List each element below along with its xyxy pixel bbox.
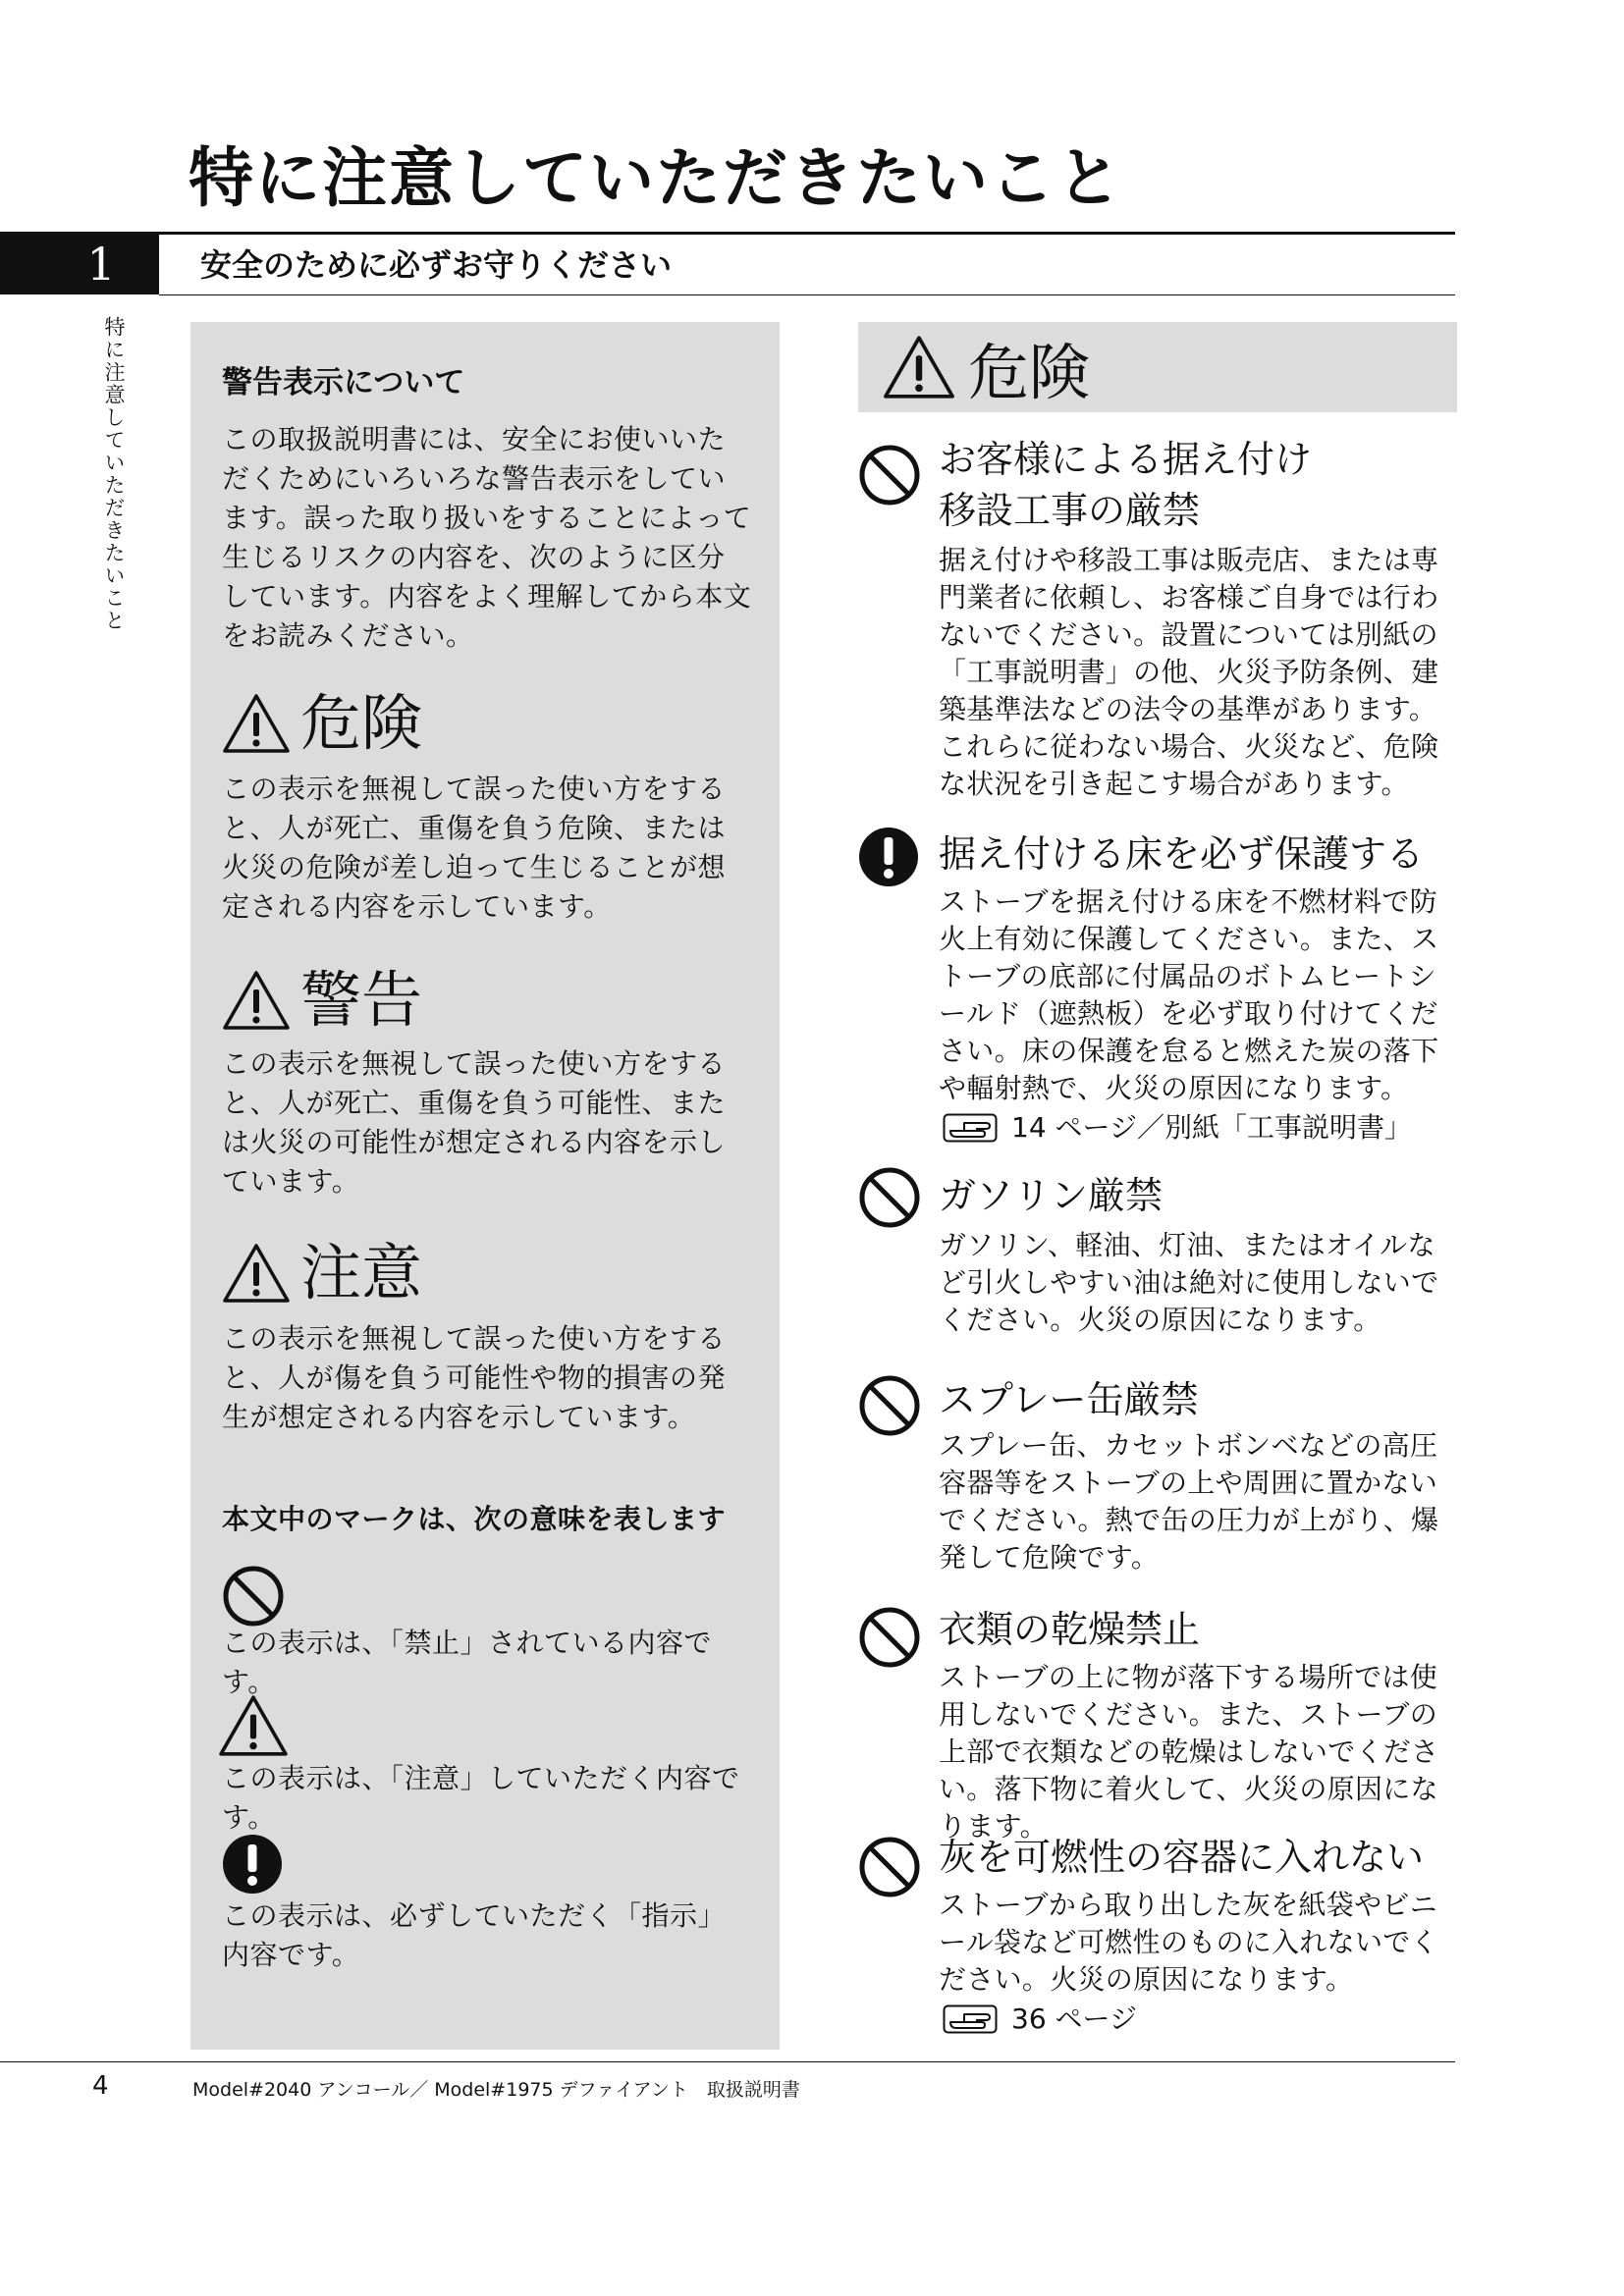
item-body: ガソリン、軽油、灯油、またはオイルなど引火しやすい油は絶対に使用しないでください。火災の原因になります。: [939, 1229, 1439, 1336]
item-body: スプレー缶、カセットボンベなどの高圧容器等をストーブの上や周囲に置かないでください。熱で缶の圧力が上がり、爆発して危険です。: [939, 1429, 1439, 1574]
pointing-hand-icon: [943, 2004, 998, 2034]
mark-caution-text: この表示は、「注意」していただく内容です。: [222, 1762, 740, 1834]
item-title: 衣類の乾燥禁止: [939, 1608, 1201, 1651]
prohibition-icon: [858, 1606, 921, 1669]
prohibition-icon: [858, 1836, 921, 1898]
mark-prohibition-text: この表示は、「禁止」されている内容です。: [222, 1627, 713, 1698]
prohibition-icon: [858, 1374, 921, 1437]
item-title: 据え付ける床を必ず保護する: [939, 832, 1425, 876]
page-number: 4: [92, 2071, 109, 2101]
level-label: 警告: [300, 964, 423, 1036]
item-body: ストーブを据え付ける床を不燃材料で防火上有効に保護してください。また、ストーブの底部に付属品のボトムヒートシールド（遮熱板）を必ず取り付けてください。床の保護を怠ると燃えた炭の落下や輻射熱で、火災の原因になります。: [939, 885, 1439, 1104]
item-title: お客様による据え付け: [939, 438, 1313, 481]
warning-triangle-icon: [222, 693, 291, 754]
marks-heading: 本文中のマークは、次の意味を表します: [222, 1503, 727, 1535]
level-caution-text: この表示を無視して誤った使い方をすると、人が傷を負う可能性や物的損害の発生が想定される内容を示しています。: [222, 1322, 727, 1433]
item-body: ストーブの上に物が落下する場所では使用しないでください。また、ストーブの上部で衣類などの乾燥はしないでください。落下物に着火して、火災の原因になります。: [939, 1661, 1439, 1842]
danger-banner-label: 危険: [968, 336, 1091, 408]
section-rule: [159, 294, 1455, 295]
warning-triangle-icon: [222, 1243, 291, 1304]
warning-display-heading: 警告表示について: [222, 365, 465, 400]
side-tab: 特に注意していただきたいこと: [102, 316, 126, 632]
reference-text: 14 ページ／別紙「工事説明書」: [1011, 1111, 1412, 1144]
prohibition-icon: [858, 1166, 921, 1229]
danger-banner: [858, 322, 1457, 412]
chapter-number: 1: [86, 238, 116, 291]
mandatory-icon: [858, 827, 919, 887]
warning-triangle-icon: [882, 335, 956, 400]
level-danger-text: この表示を無視して誤った使い方をすると、人が死亡、重傷を負う危険、または火災の危険が差し迫って生じることが想定される内容を示しています。: [222, 773, 727, 923]
level-warning-heading: [222, 964, 752, 1036]
item-body: 据え付けや移設工事は販売店、または専門業者に依頼し、お客様ご自身では行わないでください。設置については別紙の「工事説明書」の他、火災予防条例、建築基準法などの法令の基準があります。これらに従わない場合、火災など、危険な状況を引き起こす場合があります。: [939, 544, 1439, 800]
prohibition-icon: [222, 1565, 285, 1628]
section-heading: 安全のために必ずお守りください: [200, 246, 673, 284]
page-reference: [943, 2001, 1137, 2038]
item-title: 灰を可燃性の容器に入れない: [939, 1836, 1425, 1879]
page-title: 特に注意していただきたいこと: [189, 139, 1123, 216]
item-title: 移設工事の厳禁: [939, 489, 1201, 532]
chapter-number-box: [0, 234, 159, 294]
caution-icon: [218, 1694, 289, 1757]
level-label: 危険: [300, 687, 423, 759]
prohibition-icon: [858, 444, 921, 507]
level-label: 注意: [300, 1237, 423, 1308]
mark-mandatory-text: この表示は、必ずしていただく「指示」内容です。: [222, 1899, 727, 1971]
mandatory-icon: [222, 1834, 283, 1895]
level-caution-heading: [222, 1237, 752, 1308]
warning-triangle-icon: [222, 970, 291, 1031]
reference-text: 36 ページ: [1011, 2002, 1137, 2035]
level-danger-heading: [222, 687, 752, 759]
warning-display-text: この取扱説明書には、安全にお使いいただくためにいろいろな警告表示をしています。誤った取り扱いをすることによって生じるリスクの内容を、次のように区分しています。内容をよく理解してから本文をお読みください。: [222, 423, 752, 652]
item-title: スプレー缶厳禁: [939, 1378, 1199, 1421]
page-reference: [943, 1109, 1412, 1147]
footer-text: Model#2040 アンコール／ Model#1975 デファイアント 取扱説明書: [192, 2079, 800, 2101]
level-warning-text: この表示を無視して誤った使い方をすると、人が死亡、重傷を負う可能性、または火災の可能性が想定される内容を示しています。: [222, 1047, 727, 1198]
item-body: ストーブから取り出した灰を紙袋やビニール袋など可燃性のものに入れないでください。火災の原因になります。: [939, 1889, 1438, 1996]
footer-rule: [0, 2061, 1455, 2062]
title-rule: [0, 232, 1455, 235]
pointing-hand-icon: [943, 1113, 998, 1143]
item-title: ガソリン厳禁: [939, 1174, 1164, 1217]
